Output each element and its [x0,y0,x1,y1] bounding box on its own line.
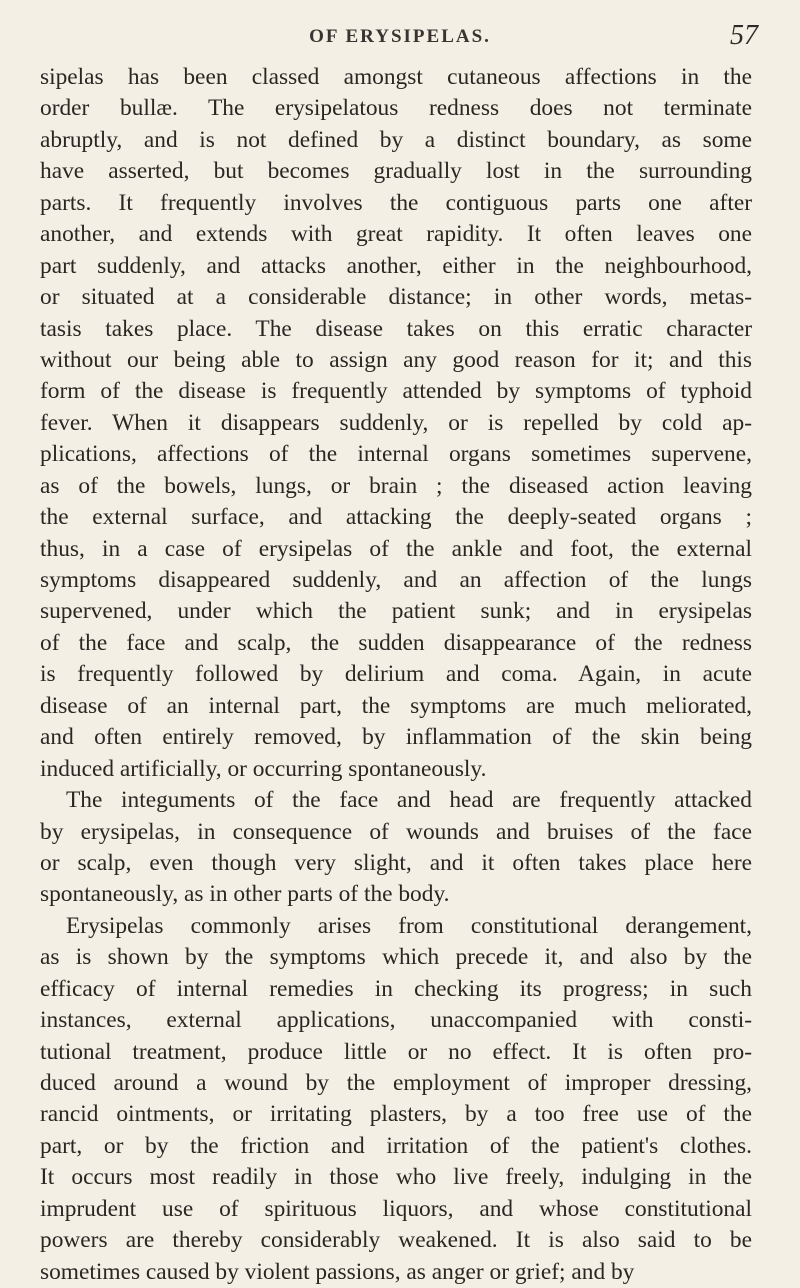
text-line: part, or by the friction and irritation of the patient's clothes. [40,1132,752,1159]
page-number: 57 [730,20,758,51]
text-line: and often entirely removed, by inflammation of the skin being [40,724,752,751]
text-line: plications, affections of the internal organs sometimes supervene, [40,441,752,468]
text-line: symptoms disappeared suddenly, and an affection of the lungs [40,567,752,593]
text-line: supervened, under which the patient sunk; and in erysipelas [40,598,752,625]
text-line: or scalp, even though very slight, and it often takes place here [40,849,752,876]
text-line: powers are thereby considerably weakened. It is also said to be [40,1227,752,1254]
paragraph [40,785,752,911]
text-line: induced artificially, or occurring spontaneously. [40,755,487,782]
text-line: sometimes caused by violent passions, as anger or grief; and by [40,1258,635,1285]
text-line: sipelas has been classed amongst cutaneous affections in the [40,64,752,90]
text-line: another, and extends with great rapidity. It often leaves one [40,221,752,248]
text-line: as is shown by the symptoms which precede it, and also by the [40,944,752,971]
running-head [0,20,800,60]
text-line: order bullæ. The erysipelatous redness does not terminate [40,95,752,122]
text-line: or situated at a considerable distance; in other words, metas- [40,284,752,311]
running-title: OF ERYSIPELAS. [309,26,491,47]
text-line: duced around a wound by the employment of improper dressing, [40,1070,752,1096]
text-line: as of the bowels, lungs, or brain ; the diseased action leaving [40,472,752,499]
text-line: thus, in a case of erysipelas of the ankle and foot, the external [40,535,752,562]
text-line: parts. It frequently involves the contiguous parts one after [40,189,752,216]
text-line: fever. When it disappears suddenly, or is repelled by cold ap- [40,409,752,436]
text-line: tutional treatment, produce little or no effect. It is often pro- [40,1038,752,1065]
paragraph [40,911,752,1288]
text-line: spontaneously, as in other parts of the body. [40,881,450,908]
body-text [40,62,752,1288]
text-line: rancid ointments, or irritating plasters, by a too free use of the [40,1101,752,1128]
text-line: form of the disease is frequently attended by symptoms of typhoid [40,378,752,405]
text-line: instances, external applications, unaccompanied with consti- [40,1007,752,1034]
text-line: efficacy of internal remedies in checking its progress; in such [40,975,752,1002]
text-line: It occurs most readily in those who live freely, indulging in the [40,1164,752,1191]
text-line: imprudent use of spirituous liquors, and whose constitutional [40,1195,752,1222]
text-line: abruptly, and is not defined by a distinct boundary, as some [40,126,752,153]
paragraph [40,62,752,785]
text-line: have asserted, but becomes gradually lost in the surrounding [40,158,752,185]
text-line: is frequently followed by delirium and coma. Again, in acute [40,661,752,688]
text-line: the external surface, and attacking the deeply-seated organs ; [40,504,752,531]
text-line: without our being able to assign any good reason for it; and this [40,346,752,373]
text-line: by erysipelas, in consequence of wounds and bruises of the face [40,818,752,845]
text-line: of the face and scalp, the sudden disappearance of the redness [40,629,752,656]
text-line: Erysipelas commonly arises from constitutional derangement, [66,912,752,939]
text-line: The integuments of the face and head are frequently attacked [66,787,752,814]
text-line: part suddenly, and attacks another, either in the neighbourhood, [40,252,752,279]
text-line: disease of an internal part, the symptoms are much meliorated, [40,692,752,719]
text-line: tasis takes place. The disease takes on this erratic character [40,315,752,342]
